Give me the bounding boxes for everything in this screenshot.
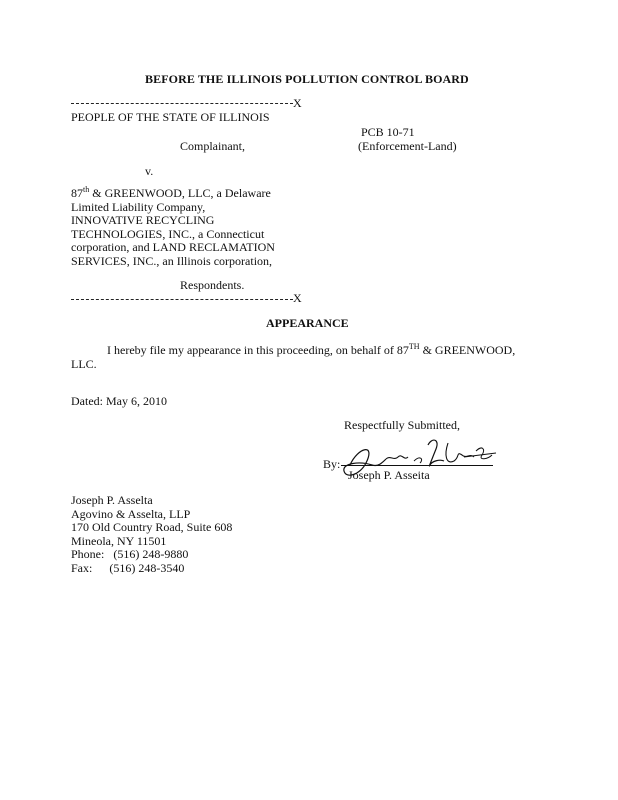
signature-line <box>341 465 493 466</box>
contact-name: Joseph P. Asselta <box>71 493 153 507</box>
body-line-1: I hereby file my appearance in this proceeding, on behalf of 87TH & GREENWOOD, <box>107 342 516 357</box>
closing-text: Respectfully Submitted, <box>344 418 460 432</box>
respondent-line: 87th & GREENWOOD, LLC, a Delaware <box>71 185 271 200</box>
contact-address: 170 Old Country Road, Suite 608 <box>71 520 233 534</box>
contact-phone-row <box>71 548 232 562</box>
respondent-line: corporation, and LAND RECLAMATION <box>71 240 275 254</box>
phone-number: (516) 248-9880 <box>113 547 189 561</box>
fax-number: (516) 248-3540 <box>109 560 185 575</box>
fax-label: Fax: <box>71 560 93 575</box>
contact-firm: Agovino & Asselta, LLP <box>71 506 191 521</box>
dated-line: Dated: May 6, 2010 <box>71 394 167 408</box>
board-heading: BEFORE THE ILLINOIS POLLUTION CONTROL BOARD <box>145 72 469 86</box>
phone-label: Phone: <box>71 547 105 561</box>
respondents-label: Respondents. <box>180 278 245 292</box>
signer-name: Joseph P. Asseita <box>348 468 430 482</box>
complainant-label: Complainant, <box>180 139 245 153</box>
caption-bottom-separator-x: X <box>293 291 302 305</box>
case-type: (Enforcement-Land) <box>358 139 457 153</box>
plaintiff-name: PEOPLE OF THE STATE OF ILLINOIS <box>71 110 270 124</box>
respondent-line: SERVICES, INC., an Illinois corporation, <box>71 253 273 268</box>
contact-block <box>71 494 232 575</box>
respondents-list <box>71 187 275 268</box>
respondent-line: INNOVATIVE RECYCLING <box>71 213 215 227</box>
caption-top-separator <box>71 103 293 104</box>
caption-bottom-separator <box>71 299 293 300</box>
contact-city: Mineola, NY 11501 <box>71 533 167 548</box>
case-number: PCB 10-71 <box>361 125 415 139</box>
respondent-line: Limited Liability Company, <box>71 199 206 214</box>
caption-top-separator-x: X <box>293 96 302 110</box>
respondent-line: TECHNOLOGIES, INC., a Connecticut <box>71 226 265 241</box>
versus-label: v. <box>145 164 154 178</box>
document-title: APPEARANCE <box>266 316 349 330</box>
body-line-2: LLC. <box>71 357 97 371</box>
contact-fax-row <box>71 562 232 576</box>
by-label: By: <box>323 457 341 471</box>
